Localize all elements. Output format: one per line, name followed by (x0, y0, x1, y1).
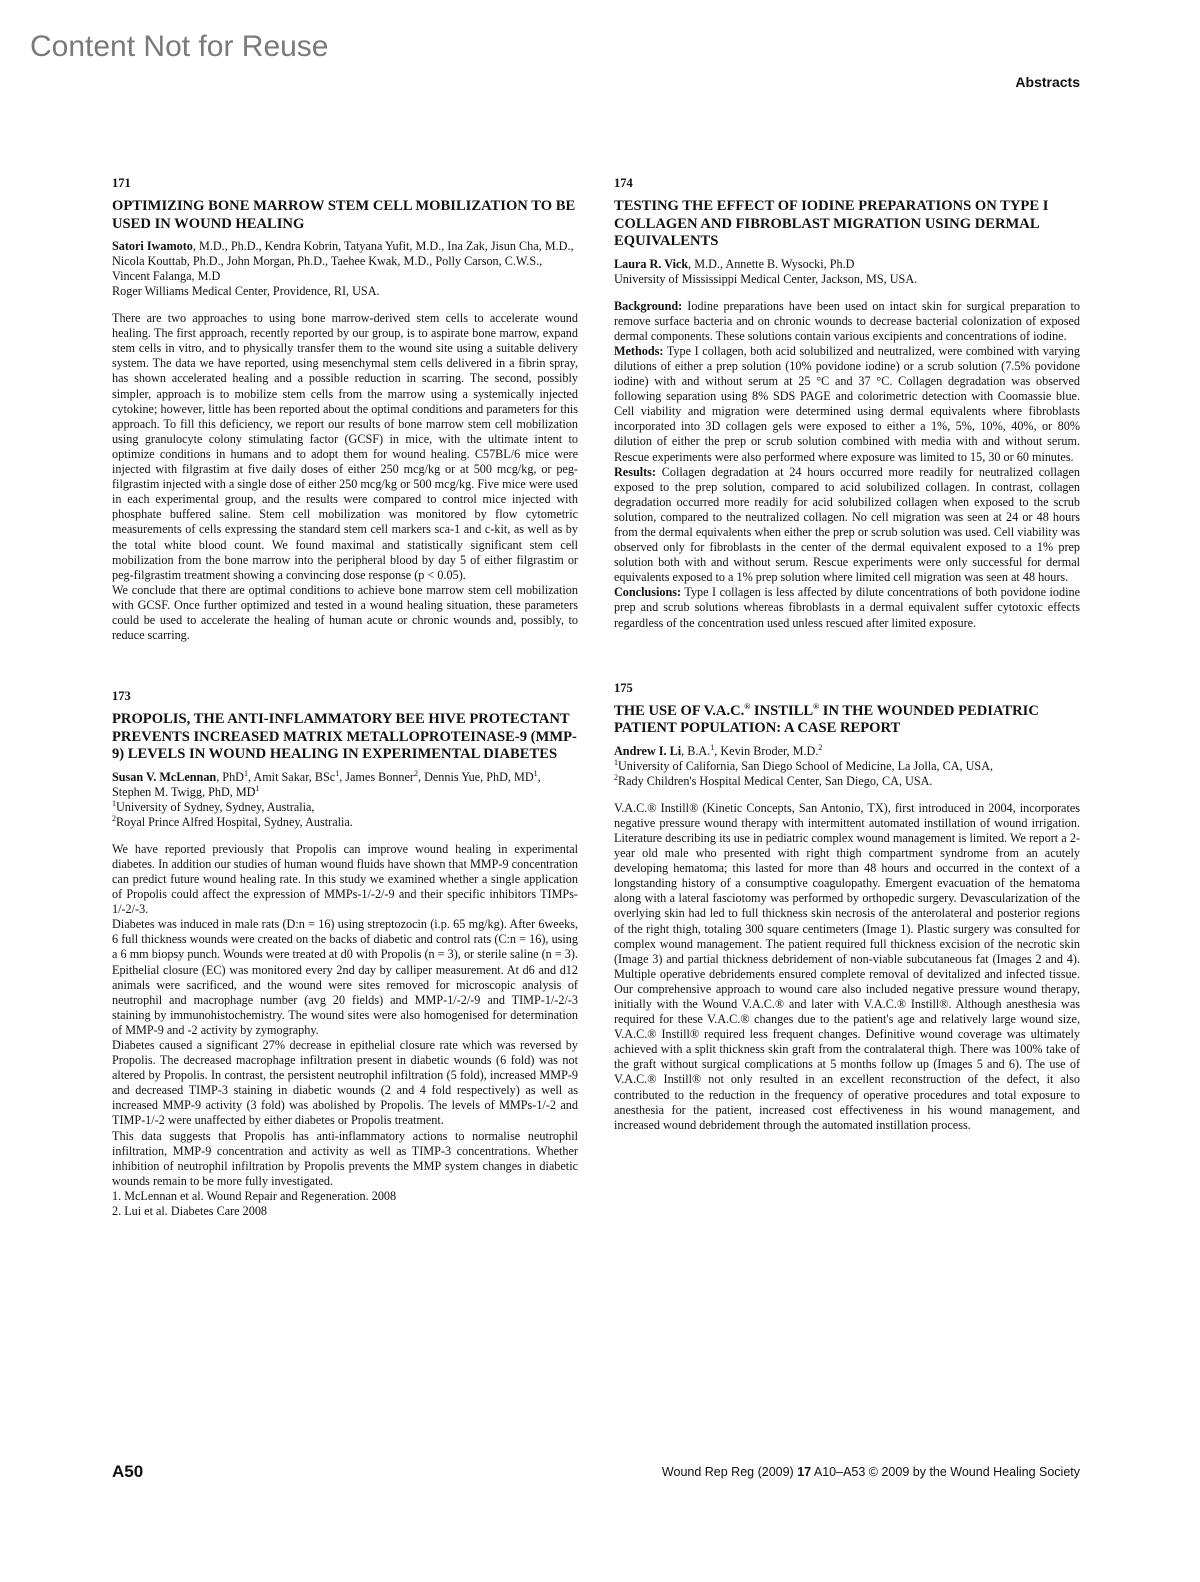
citation-suffix: A10–A53 © 2009 by the Wound Healing Society (811, 1465, 1080, 1479)
abstract-number: 175 (614, 680, 633, 695)
superscript: 1 (335, 768, 340, 778)
section-text: Iodine preparations have been used on intact skin for surgical preparation to remove surface bacteria and on chronic wounds to decrease bacterial colonization of exposed dermal components. These solutions contain various excipients and concentrations of iodine. (614, 298, 1080, 343)
superscript: 1 (533, 768, 538, 778)
reference: 2. Lui et al. Diabetes Care 2008 (112, 1204, 268, 1218)
left-column (112, 176, 578, 1219)
section-text: Type I collagen, both acid solubilized and neutralized, were combined with varying dilutions of either a prep solution (10% povidone iodine) or a scrub solution (7.5% povidone iodine) with and without serum at 25 °C and 37 °C. Collagen degradation was observed following separation using 8% SDS PAGE and colorimetric detection with Coomassie blue. Cell viability and migration were determined using dermal equivalents where fibroblasts incorporated into 3D collagen gels were exposed to either a 1%, 5%, 10%, 40%, or 80% dilution of either the prep or scrub solution combined with media with and without serum. Rescue experiments were also performed where exposure was limited to 15, 30 or 60 minutes. (614, 343, 1080, 464)
section-text: Type I collagen is less affected by dilute concentrations of both povidone iodine prep and scrub solutions whereas fibroblasts in a dermal equivalent suffer cytotoxic effects regardless of the concentration used unless rescued after limited exposure. (614, 585, 1080, 630)
co-authors: , M.D., Annette B. Wysocki, Ph.D (688, 256, 855, 271)
affiliation-1: University of California, San Diego School of Medicine, La Jolla, CA, USA, (618, 758, 994, 773)
co-authors: , B.A. (681, 743, 711, 758)
abstract-title: PROPOLIS, THE ANTI-INFLAMMATORY BEE HIVE PROTECTANT PREVENTS INCREASED MATRIX METALLOPROTEINASE-9 (MMP-9) LEVELS IN WOUND HEALING IN EXPERIMENTAL DIABETES (112, 711, 577, 763)
superscript: 1 (255, 783, 260, 793)
affiliation-2: Royal Prince Alfred Hospital, Sydney, Australia. (116, 814, 353, 829)
section-text: Collagen degradation at 24 hours occurred more readily for neutralized collagen exposed to the prep solution, compared to acid solubilized collagen. In contrast, collagen degradation occurred more readily for acid solubilized collagen when exposed to the scrub solution, compared to the neutralized collagen. No cell migration was seen at 24 or 48 hours from the dermal equivalents when either the prep or scrub solution was used. Cell viability was observed only for fibroblasts in the center of the dermal equivalent exposed to a 1% prep solution both with and without serum. Rescue experiments were only successful for dermal equivalents exposed to a 1% prep solution where limited cell migration was seen at 48 hours. (614, 464, 1080, 585)
paragraph: We have reported previously that Propolis can improve wound healing in experimental diabetes. In addition our studies of human wound fluids have shown that MMP-9 concentration can predict future wound healing rate. In this study we examined whether a single application of Propolis could affect the expression of MMPs-1/-2/-9 and their specific inhibitors TIMPs-1/-2/-3. (112, 841, 578, 917)
section-label: Results: (614, 464, 656, 479)
co-authors: , Kevin Broder, M.D. (714, 743, 819, 758)
co-authors: , Amit Sakar, BSc (247, 769, 336, 784)
right-column (614, 176, 1080, 1133)
registered-mark: ® (813, 701, 820, 711)
superscript: 1 (614, 757, 618, 767)
abstract-171 (112, 176, 578, 643)
paragraph: Diabetes caused a significant 27% decrease in epithelial closure rate which was reversed by Propolis. The decreased macrophage infiltration present in diabetic wounds (6 fold) was not altered by Propolis. In contrast, the persistent neutrophil infiltration (5 fold), increased MMP-9 and decreased TIMP-3 staining in diabetic wounds (2 and 4 fold respectively) as well as increased MMP-9 activity (3 fold) was abolished by Propolis. The levels of MMPs-1/-2 and TIMP-1/-2 were unaffected by either diabetes or Propolis treatment. (112, 1037, 578, 1128)
abstract-body (614, 801, 1080, 1133)
running-head: Abstracts (1015, 74, 1080, 90)
abstract-number: 174 (614, 176, 633, 190)
abstract-number: 171 (112, 176, 131, 190)
page-number: A50 (112, 1462, 144, 1481)
co-authors: , M.D., Ph.D., Kendra Kobrin, Tatyana Yufit, M.D., Ina Zak, Jisun Cha, M.D., Nicola Kouttab, Ph.D., John Morgan, Ph.D., Taehee Kwak, M.D., Polly Carson, C.W.S., Vincent Falanga, M.D (112, 239, 574, 284)
abstract-affiliation (112, 800, 578, 815)
paragraph-results (614, 465, 1080, 586)
section-label: Background: (614, 298, 683, 313)
first-author: Susan V. McLennan (112, 769, 217, 784)
first-author: Satori Iwamoto (112, 239, 193, 254)
superscript: 2 (614, 772, 618, 782)
paragraph: Diabetes was induced in male rats (D:n = 16) using streptozocin (i.p. 65 mg/kg). After 6weeks, 6 full thickness wounds were created on the backs of diabetic and control rats (C:n = 16), using a 6 mm biopsy punch. Wounds were treated at d0 with Propolis (n = 3), or sterile saline (n = 3). Epithelial closure (EC) was monitored every 2nd day by calliper measurement. At d6 and d12 animals were sacrificed, and the wound were sites removed for microscopic analysis of neutrophil and macrophage number (avg 20 fields) and MMP-1/-2/-9 and TIMP-1/-2/-3 staining by immunohistochemistry. The wound sites were also homogenised for determination of MMP-9 and -2 activity by zymography. (112, 917, 578, 1037)
paragraph: This data suggests that Propolis has anti-inflammatory actions to normalise neutrophil infiltration, MMP-9 concentration and activity as well as TIMP-3 concentrations. Whether inhibition of neutrophil infiltration by Propolis prevents the MMP system changes in diabetic wounds remain to be more fully investigated. (112, 1128, 578, 1188)
superscript: 2 (414, 768, 418, 778)
abstract-title: TESTING THE EFFECT OF IODINE PREPARATIONS ON TYPE I COLLAGEN AND FIBROBLAST MIGRATION USING DERMAL EQUIVALENTS (614, 198, 1049, 250)
first-author: Laura R. Vick (614, 256, 689, 271)
paragraph: There are two approaches to using bone marrow-derived stem cells to accelerate wound healing. The first approach, recently reported by our group, is to aspirate bone marrow, expand stem cells in vitro, and to physically transfer them to the wound site using a suitable delivery system. The data we have reported, using mesenchymal stem cells delivered in a fibrin spray, has shown accelerated healing and a possible reduction in scarring. The second, possibly simpler, approach is to mobilize stem cells from the marrow using a systemically injected cytokine; however, little has been reported about the optimal conditions and parameters for this approach. To fill this deficiency, we report our results of bone marrow stem cell mobilization using granulocyte colony stimulating factor (GCSF) in mice, with the ultimate intent to optimize conditions in humans and to adopt them for wound healing. C57BL/6 mice were injected with filgrastim at five daily doses of either 250 mcg/kg or at 500 mcg/kg, or peg-filgrastim injected with a single dose of either 250 mcg/kg or 500 mcg/kg. Five mice were used in each experimental group, and the results were compared to control mice injected with phosphate buffered saline. Stem cell mobilization was monitored by flow cytometric measurements of cells expressing the standard stem cell markers sca-1 and c-kit, as well as by the total white blood count. We found maximal and statistically significant stem cell mobilization from the bone marrow into the peripheral blood by day 5 of either filgrastim or peg-filgrastim treatment showing a convincing dose response (p < 0.05). (112, 311, 578, 582)
abstract-affiliation (614, 759, 1080, 774)
abstract-title: OPTIMIZING BONE MARROW STEM CELL MOBILIZATION TO BE USED IN WOUND HEALING (112, 198, 576, 232)
abstract-affiliation: Roger Williams Medical Center, Providence, RI, USA. (112, 284, 380, 299)
co-authors: , Stephen M. Twigg, PhD, MD (112, 769, 541, 799)
abstract-body (112, 311, 578, 643)
abstract-body (112, 842, 578, 1219)
section-label: Conclusions: (614, 585, 682, 600)
superscript: 1 (710, 742, 715, 752)
abstract-body (614, 299, 1080, 631)
co-authors: , PhD (216, 769, 244, 784)
affiliation-1: University of Sydney, Sydney, Australia, (116, 799, 315, 814)
paragraph: V.A.C.® Instill® (Kinetic Concepts, San Antonio, TX), first introduced in 2004, incorporates negative pressure wound therapy with intermittent automated instillation of wound irrigation. Literature describing its use in pediatric complex wound management is limited. We report a 2-year old male who presented with right thigh compartment syndrome from an acutely developing hematoma; this lasted for more than 48 hours and occurred in the context of a longstanding history of a consumptive coagulopathy. Emergent evacuation of the hematoma along with a lateral fasciotomy was performed by orthopedic surgery. Devascularization of the overlying skin had led to full thickness skin necrosis of the anterolateral and posterior regions of the right thigh, totaling 300 square centimeters (Image 1). Plastic surgery was consulted for complex wound management. The patient required full thickness excision of the necrotic skin (Image 3) and partial thickness debridement of non-viable subcutaneous fat (Images 2 and 4). Multiple operative debridements ensured complete removal of devitalized and infected tissue. Our comprehensive approach to wound care also included negative pressure wound therapy, initially with the Wound V.A.C.® and later with V.A.C.® Instill®. Although anesthesia was required for these V.A.C.® changes due to the patient's age and relatively large wound size, V.A.C.® Instill® required less frequent changes. Definitive wound coverage was ultimately achieved with a split thickness skin graft from the contralateral thigh. There was 100% take of the graft without surgical complications at 5 months follow up (Images 5 and 6). The use of V.A.C.® Instill® not only resulted in an excellent reconstruction of the defect, it also contributed to the reduction in the frequency of operative procedures and total exposure to anesthesia for the patient, increased cost effectiveness in his wound management, and increased wound debridement through the automated instillation process. (614, 800, 1080, 1132)
superscript: 1 (112, 798, 116, 808)
watermark: Content Not for Reuse (30, 30, 329, 63)
superscript: 1 (243, 768, 248, 778)
co-authors: , James Bonner (339, 769, 414, 784)
abstract-175 (614, 681, 1080, 1133)
paragraph-background (614, 299, 1080, 344)
abstract-authors (112, 239, 578, 284)
first-author: Andrew I. Li (614, 743, 682, 758)
citation-prefix: Wound Rep Reg (2009) (661, 1465, 798, 1479)
abstract-affiliation (112, 815, 578, 830)
abstract-title (614, 703, 1080, 738)
abstract-authors (614, 744, 1080, 759)
reference: 1. McLennan et al. Wound Repair and Regeneration. 2008 (112, 1188, 397, 1203)
abstract-number: 173 (112, 689, 131, 704)
abstract-173 (112, 689, 578, 1219)
section-label: Methods: (614, 343, 664, 358)
title-part: INSTILL (750, 702, 814, 719)
abstract-authors (112, 770, 578, 800)
superscript: 2 (818, 742, 823, 752)
registered-mark: ® (744, 701, 751, 711)
citation-volume: 17 (797, 1465, 812, 1479)
affiliation-2: Rady Children's Hospital Medical Center, San Diego, CA, USA. (618, 773, 933, 788)
abstract-affiliation: University of Mississippi Medical Center, Jackson, MS, USA. (614, 271, 918, 286)
superscript: 2 (112, 813, 116, 823)
abstract-authors (614, 257, 1080, 272)
abstract-affiliation (614, 774, 1080, 789)
paragraph-methods (614, 344, 1080, 465)
journal-citation (662, 1465, 1080, 1479)
abstract-174 (614, 176, 1080, 631)
paragraph-conclusions (614, 585, 1080, 630)
title-part: THE USE OF V.A.C. (614, 702, 745, 719)
paragraph: We conclude that there are optimal conditions to achieve bone marrow stem cell mobilization with GCSF. Once further optimized and tested in a wound healing situation, these parameters could be used to accelerate the healing of human acute or chronic wounds and, possibly, to reduce scarring. (112, 582, 578, 643)
co-authors: , Dennis Yue, PhD, MD (418, 769, 534, 784)
references (112, 1189, 578, 1219)
title-part: IN THE WOUNDED PEDIATRIC PATIENT POPULATION: A CASE REPORT (614, 702, 1039, 737)
